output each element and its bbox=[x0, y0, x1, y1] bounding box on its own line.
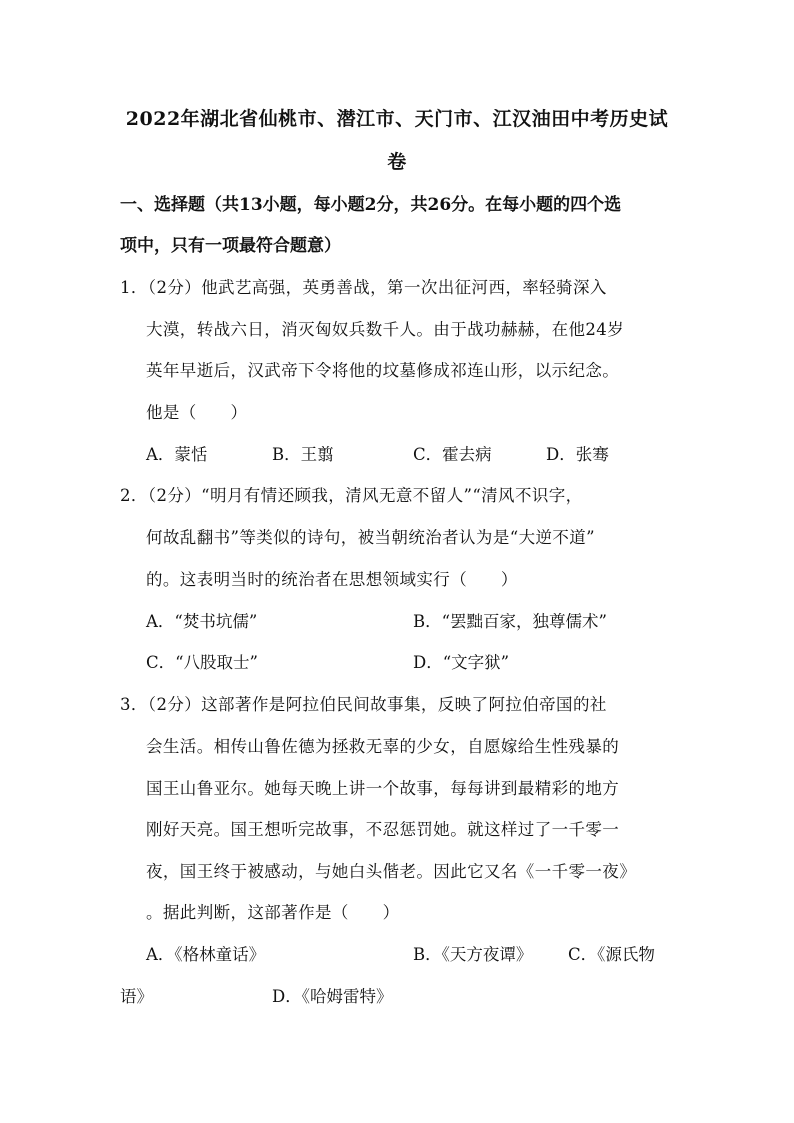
question-3-line-3: 国王山鲁亚尔。她每天晚上讲一个故事，每每讲到最精彩的地方 bbox=[146, 779, 620, 798]
question-3-option-d[interactable]: D．《哈姆雷特》 bbox=[272, 987, 393, 1006]
question-1-line-4: 他是（ ） bbox=[146, 403, 248, 422]
question-1-line-1: 1．（2分）他武艺高强，英勇善战，第一次出征河西，率轻骑深入 bbox=[120, 278, 607, 297]
question-3-option-c[interactable]: C．《源氏物 bbox=[568, 945, 655, 964]
question-1-line-2: 大漠，转战六日，消灭匈奴兵数千人。由于战功赫赫，在他24岁 bbox=[146, 320, 625, 339]
section-heading-line-2: 项中，只有一项最符合题意） bbox=[120, 236, 341, 256]
question-3-line-6: 。据此判断，这部著作是（ ） bbox=[146, 903, 400, 922]
question-3-option-a[interactable]: A．《格林童话》 bbox=[146, 945, 266, 964]
question-3-option-c-continued[interactable]: 语》 bbox=[120, 987, 153, 1006]
question-3-line-1: 3．（2分）这部著作是阿拉伯民间故事集，反映了阿拉伯帝国的社 bbox=[120, 695, 607, 714]
question-3-line-4: 刚好天亮。国王想听完故事，不忍惩罚她。就这样过了一千零一 bbox=[146, 820, 620, 839]
question-1-option-c[interactable]: C．霍去病 bbox=[413, 445, 492, 464]
question-2-line-2: 何故乱翻书”等类似的诗句，被当朝统治者认为是“大逆不道” bbox=[146, 528, 596, 547]
question-3-line-5: 夜，国王终于被感动，与她白头偕老。因此它又名《一千零一夜》 bbox=[146, 862, 637, 881]
exam-title-line-1: 2022年湖北省仙桃市、潜江市、天门市、江汉油田中考历史试 bbox=[125, 108, 669, 130]
question-2-line-3: 的。这表明当时的统治者在思想领域实行（ ） bbox=[146, 570, 518, 589]
question-2-option-a[interactable]: A．“焚书坑儒” bbox=[146, 612, 258, 631]
exam-title-line-2: 卷 bbox=[387, 151, 407, 173]
question-3-option-b[interactable]: B．《天方夜谭》 bbox=[413, 945, 533, 964]
question-1-option-d[interactable]: D．张骞 bbox=[546, 445, 609, 464]
question-2-line-1: 2．（2分）“明月有情还顾我，清风无意不留人”“清风不识字， bbox=[120, 486, 583, 505]
question-2-option-c[interactable]: C．“八股取士” bbox=[146, 653, 258, 672]
question-2-option-b[interactable]: B．“罢黜百家，独尊儒术” bbox=[413, 612, 607, 631]
section-heading-line-1: 一、选择题（共13小题，每小题2分，共26分。在每小题的四个选 bbox=[120, 195, 622, 215]
question-1-option-b[interactable]: B．王翦 bbox=[272, 445, 334, 464]
question-3-line-2: 会生活。相传山鲁佐德为拯救无辜的少女，自愿嫁给生性残暴的 bbox=[146, 737, 620, 756]
question-1-line-3: 英年早逝后，汉武帝下令将他的坟墓修成祁连山形，以示纪念。 bbox=[146, 361, 620, 380]
question-2-option-d[interactable]: D．“文字狱” bbox=[413, 653, 510, 672]
question-1-option-a[interactable]: A．蒙恬 bbox=[146, 445, 208, 464]
